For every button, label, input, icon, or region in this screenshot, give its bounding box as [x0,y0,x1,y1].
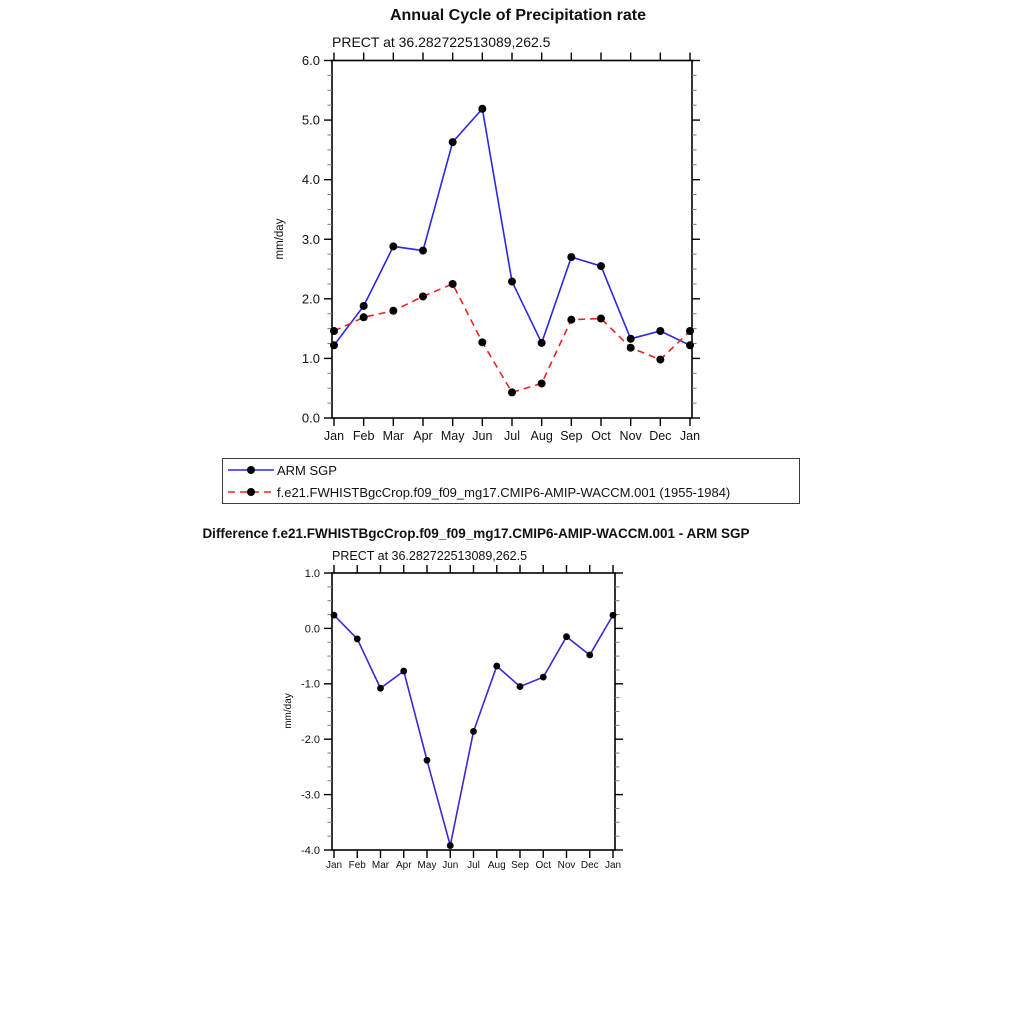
data-point-marker [354,636,361,643]
legend-marker-dot [247,466,255,474]
data-point-marker [331,612,338,619]
month-label: Jul [467,860,480,871]
y-tick-label: 2.0 [301,291,320,307]
data-point-marker [508,278,516,286]
data-point-marker [478,105,486,113]
chart2-y-axis-label: mm/day [283,693,294,729]
y-tick-label: -4.0 [301,844,320,857]
month-label: Sep [560,429,583,443]
data-point-marker [360,313,368,321]
data-point-marker [610,612,617,619]
month-label: Feb [352,429,375,443]
chart2-title: Difference f.e21.FWHISTBgcCrop.f09_f09_mg17.CMIP6-AMIP-WACCM.001 - ARM SGP [202,526,750,541]
month-label: Jan [679,429,701,443]
y-tick-label: -3.0 [301,789,320,802]
y-tick-label: 6.0 [301,53,320,69]
data-point-marker [330,327,338,335]
legend-sample-dashed-line [227,485,275,499]
month-label: Nov [557,860,576,871]
y-tick-label: 0.0 [301,410,320,426]
y-tick-label: 1.0 [304,567,320,580]
y-tick-label: 4.0 [301,172,320,188]
series-line [334,109,690,346]
data-point-marker [419,292,427,300]
month-label: May [417,860,437,871]
data-point-marker [449,138,457,146]
chart1-y-axis-label: mm/day [274,218,286,260]
month-label: Aug [487,860,506,871]
y-tick-label: 5.0 [301,112,320,128]
data-point-marker [597,314,605,322]
data-point-marker [389,242,397,250]
legend-entry-model [223,481,799,503]
chart1-plot-area [302,53,700,444]
data-point-marker [656,327,664,335]
data-point-marker [400,668,407,675]
y-tick-label: -1.0 [301,678,320,691]
data-point-marker [478,338,486,346]
chart2-plot-area [301,565,623,871]
legend-marker-dot [247,488,255,496]
series-line [334,284,690,392]
data-point-marker [656,356,664,364]
month-label: Jul [504,429,520,443]
month-label: Dec [649,429,672,443]
data-point-marker [377,685,384,692]
month-label: Aug [530,429,553,443]
data-point-marker [567,316,575,324]
data-point-marker [686,327,694,335]
data-point-marker [449,280,457,288]
plot-frame [332,573,615,850]
data-point-marker [586,652,593,659]
data-point-marker [597,262,605,270]
month-label: Oct [591,429,611,443]
data-point-marker [470,728,477,735]
data-point-marker [424,757,431,764]
month-label: Feb [348,860,366,871]
data-point-marker [360,302,368,310]
month-label: Jan [325,860,343,871]
month-label: Mar [382,429,405,443]
data-point-marker [330,341,338,349]
data-point-marker [508,388,516,396]
month-label: Apr [413,429,433,443]
data-point-marker [517,683,524,690]
data-point-marker [627,335,635,343]
y-tick-label: 1.0 [301,350,320,366]
chart2-subtitle: PRECT at 36.282722513089,262.5 [332,549,528,563]
month-label: Jun [442,860,459,871]
legend-sample-solid-line [227,463,275,477]
chart1-title: Annual Cycle of Precipitation rate [389,7,647,24]
month-label: Mar [371,860,390,871]
data-point-marker [686,341,694,349]
legend-entry-obs [223,459,799,481]
data-point-marker [540,674,547,681]
data-point-marker [493,663,500,670]
data-point-marker [419,247,427,255]
legend-label-model: f.e21.FWHISTBgcCrop.f09_f09_mg17.CMIP6-AMIP-WACCM.001 (1955-1984) [277,484,731,500]
data-point-marker [538,339,546,347]
legend-box [222,458,800,504]
month-label: Dec [580,860,599,871]
month-label: Jan [604,860,622,871]
data-point-marker [538,379,546,387]
plot-frame [332,61,692,419]
y-tick-label: -2.0 [301,734,320,747]
data-point-marker [447,842,454,849]
month-label: May [440,429,465,443]
y-tick-label: 0.0 [304,623,320,636]
chart1-subtitle: PRECT at 36.282722513089,262.5 [332,34,551,50]
legend-label-obs: ARM SGP [277,462,337,478]
month-label: Jan [323,429,345,443]
data-point-marker [563,633,570,640]
data-point-marker [389,307,397,315]
data-point-marker [567,253,575,261]
month-label: Nov [619,429,642,443]
data-point-marker [627,344,635,352]
month-label: Apr [395,860,412,871]
month-label: Sep [511,860,529,871]
month-label: Oct [535,860,552,871]
y-tick-label: 3.0 [301,231,320,247]
month-label: Jun [472,429,493,443]
